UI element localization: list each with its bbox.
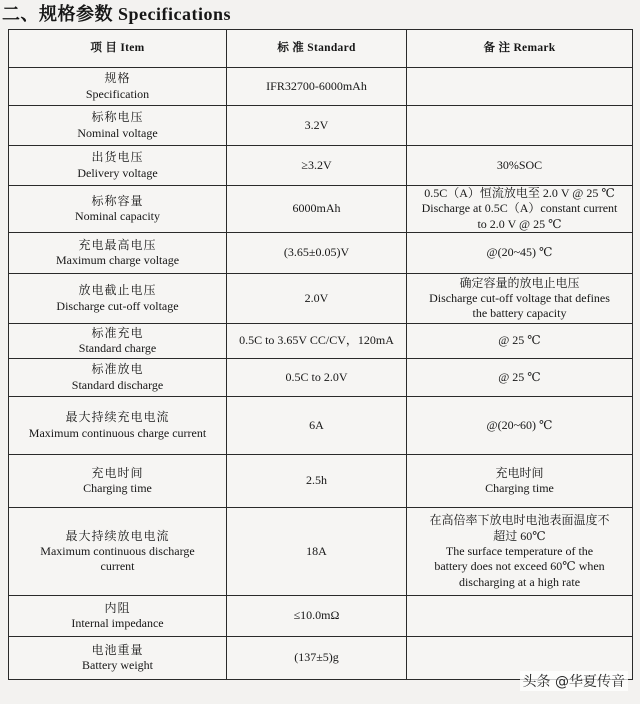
standard-cell: 6A xyxy=(227,397,407,455)
item-name-en: Maximum charge voltage xyxy=(55,253,180,268)
table-row xyxy=(9,233,633,274)
item-cell xyxy=(9,68,227,106)
standard-cell: 2.0V xyxy=(227,274,407,324)
table-row xyxy=(9,359,633,397)
item-cell xyxy=(9,359,227,397)
standard-cell: ≥3.2V xyxy=(227,146,407,186)
remark-cell xyxy=(407,324,633,359)
remark-line: to 2.0 V @ 25 ℃ xyxy=(477,216,562,231)
remark-line: The surface temperature of the xyxy=(445,543,594,558)
standard-cell: (137±5)g xyxy=(227,637,407,680)
standard-cell: 18A xyxy=(227,508,407,596)
standard-cell: 0.5C to 2.0V xyxy=(227,359,407,397)
item-name-zh: 内阻 xyxy=(104,600,131,615)
item-name-en: Discharge cut-off voltage xyxy=(56,298,179,313)
remark-cell xyxy=(407,359,633,397)
remark-line: @(20~60) ℃ xyxy=(486,417,553,432)
item-name-zh: 最大持续放电电流 xyxy=(65,528,170,543)
remark-line: Discharge at 0.5C（A）constant current xyxy=(421,201,618,216)
spec-table xyxy=(8,29,633,680)
item-name-en: Nominal voltage xyxy=(77,125,158,140)
item-name-zh: 出货电压 xyxy=(91,150,144,165)
remark-line: discharging at a high rate xyxy=(458,574,581,589)
table-row xyxy=(9,106,633,146)
item-name-en: Maximum continuous discharge current xyxy=(40,543,195,574)
item-cell xyxy=(9,274,227,324)
item-name-zh: 充电最高电压 xyxy=(78,237,157,252)
remark-cell xyxy=(407,397,633,455)
item-name-zh: 放电截止电压 xyxy=(78,283,157,298)
remark-cell xyxy=(407,106,633,146)
item-name-en: Nominal capacity xyxy=(75,209,160,224)
table-row xyxy=(9,274,633,324)
item-cell xyxy=(9,186,227,233)
remark-line: @(20~45) ℃ xyxy=(486,245,553,260)
item-cell xyxy=(9,324,227,359)
remark-line: 确定容量的放电止电压 xyxy=(459,275,580,290)
remark-line: @ 25 ℃ xyxy=(498,333,541,348)
item-cell xyxy=(9,637,227,680)
item-cell xyxy=(9,508,227,596)
standard-cell: 2.5h xyxy=(227,455,407,508)
item-name-zh: 电池重量 xyxy=(91,642,144,657)
remark-cell xyxy=(407,68,633,106)
column-header-item: 项 目 Item xyxy=(9,30,227,68)
table-row xyxy=(9,508,633,596)
watermark: 头条 @华夏传音 xyxy=(520,671,628,691)
standard-cell: (3.65±0.05)V xyxy=(227,233,407,274)
item-name-zh: 标准放电 xyxy=(91,362,144,377)
remark-line: battery does not exceed 60℃ when xyxy=(434,559,605,574)
item-name-en: Delivery voltage xyxy=(77,165,158,180)
table-row xyxy=(9,455,633,508)
remark-cell xyxy=(407,233,633,274)
remark-line: 0.5C（A）恒流放电至 2.0 V @ 25 ℃ xyxy=(424,186,615,200)
column-header-remark: 备 注 Remark xyxy=(407,30,633,68)
item-name-zh: 标称容量 xyxy=(91,193,144,208)
remark-cell xyxy=(407,596,633,637)
remark-line: Charging time xyxy=(485,481,554,496)
column-header-standard: 标 准 Standard xyxy=(227,30,407,68)
table-row xyxy=(9,68,633,106)
item-name-zh: 规格 xyxy=(104,71,131,86)
remark-line: 充电时间 xyxy=(495,465,544,480)
item-name-zh: 最大持续充电电流 xyxy=(65,410,170,425)
remark-cell xyxy=(407,455,633,508)
table-row xyxy=(9,186,633,233)
item-name-zh: 充电时间 xyxy=(91,465,144,480)
item-name-zh: 标准充电 xyxy=(91,325,144,340)
remark-line: @ 25 ℃ xyxy=(498,369,541,384)
remark-cell xyxy=(407,508,633,596)
item-name-en: Maximum continuous charge current xyxy=(28,425,207,440)
table-header-row xyxy=(9,30,633,68)
table-row xyxy=(9,146,633,186)
item-name-zh: 标称电压 xyxy=(91,110,144,125)
item-name-en: Specification xyxy=(85,86,150,101)
item-name-en: Standard charge xyxy=(78,341,157,356)
remark-cell xyxy=(407,186,633,233)
item-name-en: Battery weight xyxy=(82,658,153,673)
standard-cell: 6000mAh xyxy=(227,186,407,233)
item-cell xyxy=(9,596,227,637)
item-name-en: Charging time xyxy=(83,481,152,496)
item-cell xyxy=(9,233,227,274)
item-name-en: Standard discharge xyxy=(71,377,164,392)
table-row xyxy=(9,324,633,359)
table-row xyxy=(9,596,633,637)
item-cell xyxy=(9,455,227,508)
standard-cell: IFR32700-6000mAh xyxy=(227,68,407,106)
standard-cell: 3.2V xyxy=(227,106,407,146)
remark-cell xyxy=(407,274,633,324)
remark-line: Discharge cut-off voltage that defines xyxy=(429,290,610,305)
remark-cell xyxy=(407,146,633,186)
remark-line: 30%SOC xyxy=(496,157,543,172)
standard-cell: ≤10.0mΩ xyxy=(227,596,407,637)
item-name-en: Internal impedance xyxy=(71,616,164,631)
item-cell xyxy=(9,106,227,146)
item-cell xyxy=(9,397,227,455)
item-cell xyxy=(9,146,227,186)
section-heading: 二、规格参数 Specifications xyxy=(2,4,231,24)
remark-line: the battery capacity xyxy=(472,306,567,321)
remark-line: 在高倍率下放电时电池表面温度不 xyxy=(429,513,610,528)
remark-line: 超过 60℃ xyxy=(493,528,546,543)
table-row xyxy=(9,397,633,455)
standard-cell: 0.5C to 3.65V CC/CV，120mA xyxy=(227,324,407,359)
